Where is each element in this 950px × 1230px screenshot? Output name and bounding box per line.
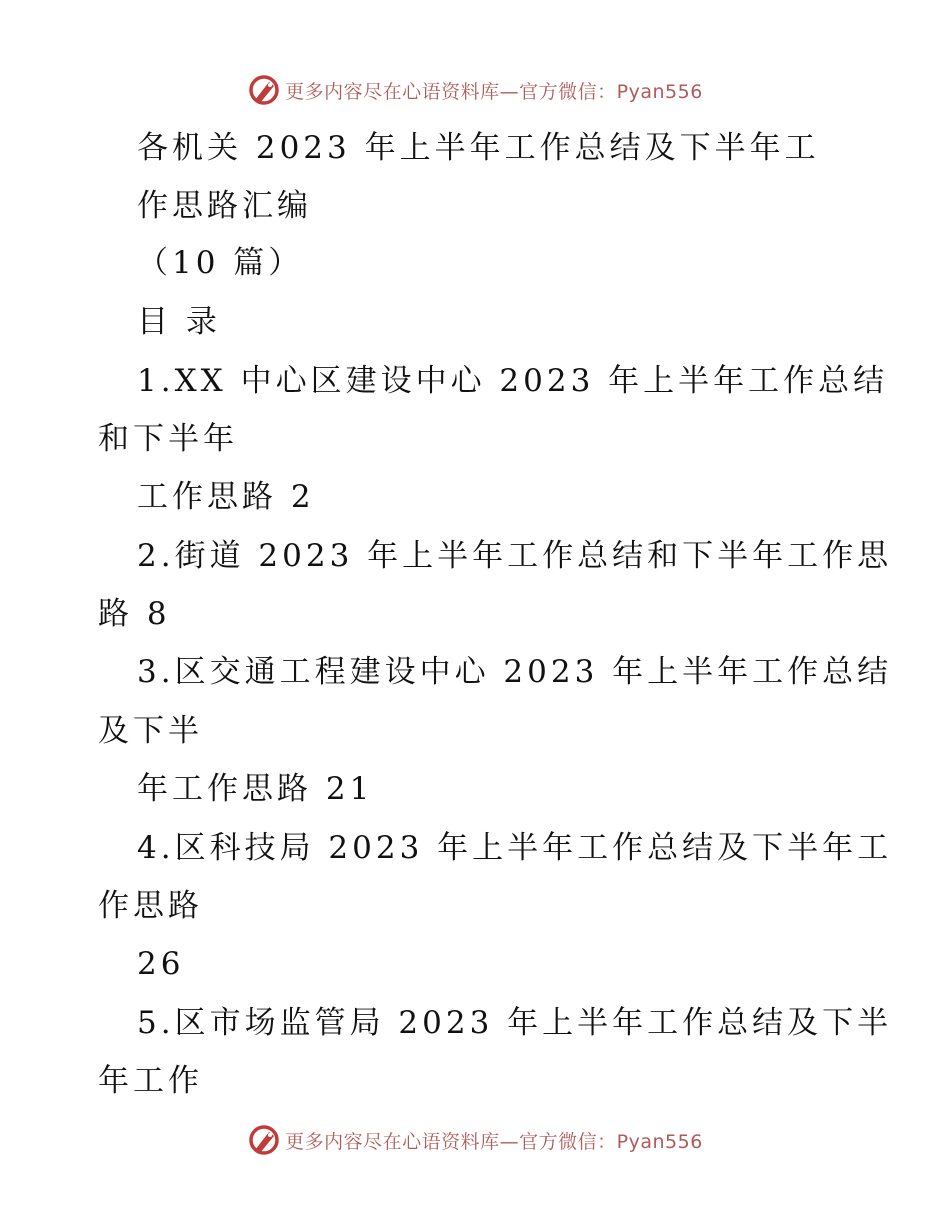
header-watermark-banner [0, 70, 950, 110]
toc-item-3-line-3: 年工作思路 21 [137, 771, 374, 807]
toc-item-4-line-3: 26 [137, 946, 185, 982]
toc-item-2-line-1: 2.街道 2023 年上半年工作总结和下半年工作思 [137, 538, 893, 574]
watermark-text: 更多内容尽在心语资料库—官方微信：Pyan556 [285, 1130, 703, 1153]
pen-nib-circle-icon [247, 1123, 281, 1157]
watermark-text: 更多内容尽在心语资料库—官方微信：Pyan556 [285, 80, 703, 103]
toc-item-5-line-1: 5.区市场监管局 2023 年上半年工作总结及下半 [137, 1005, 893, 1041]
toc-heading: 目 录 [137, 304, 221, 340]
toc-item-2-line-2: 路 8 [98, 596, 171, 632]
footer-watermark-banner [0, 1120, 950, 1160]
doc-title-line-2: 作思路汇编 [137, 188, 312, 224]
toc-item-1-line-3: 工作思路 2 [137, 479, 315, 515]
pen-nib-circle-icon [247, 73, 281, 107]
toc-item-4-line-1: 4.区科技局 2023 年上半年工作总结及下半年工 [137, 830, 893, 866]
doc-title-line-1: 各机关 2023 年上半年工作总结及下半年工 [137, 130, 820, 166]
toc-item-3-line-1: 3.区交通工程建设中心 2023 年上半年工作总结 [137, 654, 893, 690]
toc-item-3-line-2: 及下半 [98, 713, 203, 749]
toc-item-5-line-2: 年工作 [98, 1063, 203, 1099]
toc-item-4-line-2: 作思路 [98, 888, 203, 924]
toc-item-1-line-1: 1.XX 中心区建设中心 2023 年上半年工作总结 [137, 363, 889, 399]
doc-count: （10 篇） [137, 245, 304, 281]
toc-item-1-line-2: 和下半年 [98, 421, 238, 457]
